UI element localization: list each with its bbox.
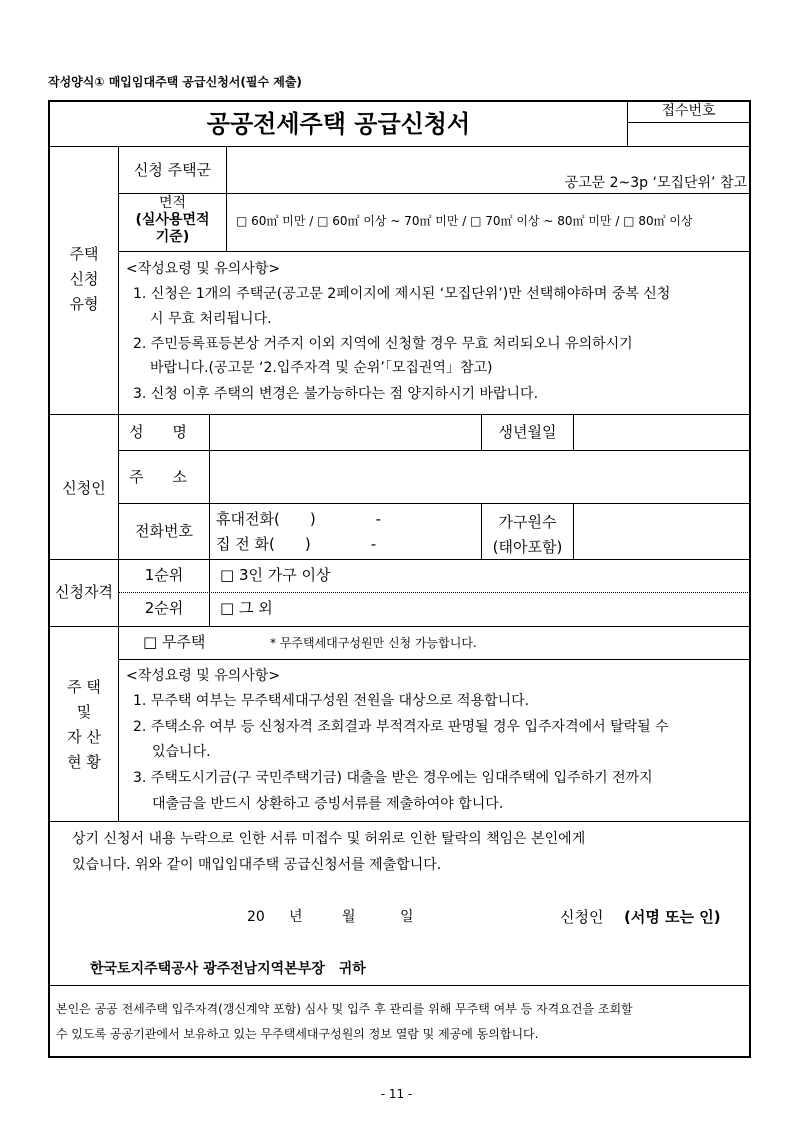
assets-note-line: 3. 주택도시기금(구 국민주택기금) 대출을 받은 경우에는 임대주택에 입주하기 전까지 xyxy=(133,770,653,786)
page-title: 공공전세주택 공급신청서 xyxy=(206,110,471,138)
date-year-unit: 년 xyxy=(289,909,303,925)
applicant-section-label: 신청인 xyxy=(62,479,106,497)
housing-note-line: 2. 주민등록표등본상 거주지 이외 지역에 신청할 경우 무효 처리되오니 유의하시기 xyxy=(133,336,633,352)
consent-line: 본인은 공공 전세주택 입주자격(갱신계약 포함) 심사 및 입주 후 관리를 위해 무주택 여부 등 자격요건을 조회할 xyxy=(56,1002,633,1016)
home-phone-field[interactable]: 집 전 화( ) - xyxy=(216,535,377,553)
housing-note-line: 시 무효 처리됩니다. xyxy=(150,311,272,327)
area-options[interactable]: □ 60㎡ 미만 / □ 60㎡ 이상 ~ 70㎡ 미만 / □ 70㎡ 이상 ~ 80㎡ 미만 / □ 80㎡ 이상 xyxy=(236,214,693,228)
rank2-option[interactable]: □ 그 외 xyxy=(220,599,273,617)
signature-field[interactable]: (서명 또는 인) xyxy=(624,908,721,926)
housing-type-section-label: 주택 신청 유형 xyxy=(69,245,99,313)
assets-note-line: 있습니다. xyxy=(152,744,211,760)
housing-note-line: 1. 신청은 1개의 주택군(공고문 2페이지에 제시된 ‘모집단위’)만 선택해야하며 중복 신청 xyxy=(133,286,671,302)
page-number: - 11 - xyxy=(380,1087,413,1101)
housing-note-line: 바랍니다.(공고문 ‘2.입주자격 및 순위’「모집권역」참고) xyxy=(150,360,493,376)
birthdate-field[interactable] xyxy=(575,416,748,449)
date-year[interactable]: 20 xyxy=(247,909,265,925)
name-field[interactable] xyxy=(211,416,480,449)
rank1-label: 1순위 xyxy=(144,566,184,584)
assets-note-line: 대출금을 반드시 상환하고 증빙서류를 제출하여야 합니다. xyxy=(152,796,504,812)
household-size-field[interactable] xyxy=(575,505,748,558)
receipt-number-field[interactable] xyxy=(629,124,748,145)
no-house-option[interactable]: □ 무주택 xyxy=(143,633,206,651)
housing-notes-heading: <작성요령 및 유의사항> xyxy=(126,261,281,277)
assets-note-line: 1. 무주택 여부는 무주택세대구성원 전원을 대상으로 적용합니다. xyxy=(133,693,530,709)
household-size-label: 가구원수 (태아포함) xyxy=(492,513,563,556)
name-label: 성 명 xyxy=(129,423,199,441)
assets-notes-heading: <작성요령 및 유의사항> xyxy=(126,668,281,684)
date-month-unit: 월 xyxy=(342,909,356,925)
housing-note-line: 3. 신청 이후 주택의 변경은 불가능하다는 점 양지하시기 바랍니다. xyxy=(133,386,539,402)
address-label: 주 소 xyxy=(129,468,199,486)
date-day-unit: 일 xyxy=(400,909,414,925)
area-label: 면적 (실사용면적 기준) xyxy=(135,195,210,245)
applicant-signature-label: 신청인 xyxy=(560,908,604,926)
housing-assets-section-label: 주 택 및 자 산 현 황 xyxy=(67,678,101,771)
consent-line: 수 있도록 공공기관에서 보유하고 있는 무주택세대구성원의 정보 열람 및 제공에 동의합니다. xyxy=(56,1027,539,1041)
address-field[interactable] xyxy=(211,452,748,502)
housing-group-label: 신청 주택군 xyxy=(133,161,212,179)
housing-group-note: 공고문 2~3p ‘모집단위’ 참고 xyxy=(564,175,747,191)
no-house-note: * 무주택세대구성원만 신청 가능합니다. xyxy=(270,636,477,650)
rank2-label: 2순위 xyxy=(144,599,184,617)
mobile-phone-field[interactable]: 휴대전화( ) - xyxy=(216,510,382,528)
declaration-line: 상기 신청서 내용 누락으로 인한 서류 미접수 및 허위로 인한 탈락의 책임은 본인에게 xyxy=(72,831,586,847)
declaration-line: 있습니다. 위와 같이 매입임대주택 공급신청서를 제출합니다. xyxy=(72,857,442,873)
phone-label: 전화번호 xyxy=(135,522,193,540)
qualification-section-label: 신청자격 xyxy=(55,583,113,601)
receipt-number-label: 접수번호 xyxy=(661,103,716,119)
assets-note-line: 2. 주택소유 여부 등 신청자격 조회결과 부적격자로 판명될 경우 입주자격에서 탈락될 수 xyxy=(133,719,669,735)
rank1-option[interactable]: □ 3인 가구 이상 xyxy=(220,566,331,584)
form-caption: 작성양식① 매입임대주택 공급신청서(필수 제출) xyxy=(48,75,302,89)
birthdate-label: 생년월일 xyxy=(498,423,557,441)
recipient: 한국토지주택공사 광주전남지역본부장 귀하 xyxy=(90,961,366,977)
